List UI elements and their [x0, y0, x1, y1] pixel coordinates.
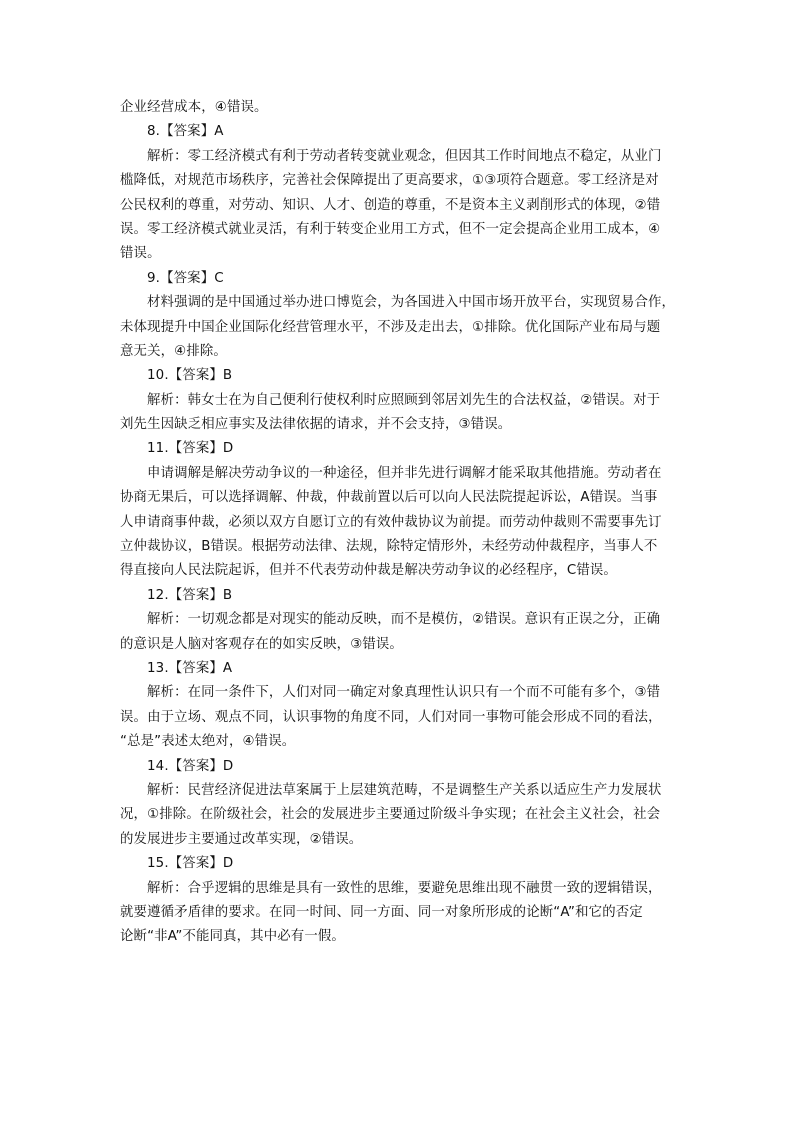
text-line: 解析：韩女士在为自己便利行使权利时应照顾到邻居刘先生的合法权益，②错误。对于: [147, 392, 661, 408]
text-line: 解析：民营经济促进法草案属于上层建筑范畴，不是调整生产关系以适应生产力发展状: [147, 782, 662, 798]
text-line: 企业经营成本，④错误。: [120, 100, 268, 115]
text-line: 8.【答案】A: [147, 124, 224, 140]
text-line: 论断“非A”不能同真，其中必有一假。: [120, 929, 345, 945]
text-line: “总是”表述太绝对，④错误。: [120, 734, 296, 750]
text-line: 的发展进步主要通过改革实现，②错误。: [120, 831, 363, 847]
text-line: 12.【答案】B: [147, 587, 233, 603]
text-line: 协商无果后，可以选择调解、仲裁，仲裁前置以后可以向人民法院提起诉讼，A错误。当事: [120, 490, 658, 506]
text-line: 10.【答案】B: [147, 368, 233, 384]
text-line: 错误。: [120, 246, 161, 262]
text-line: 申请调解是解决劳动争议的一种途径，但并非先进行调解才能采取其他措施。劳动者在: [147, 465, 662, 481]
text-line: 9.【答案】C: [147, 270, 224, 286]
text-line: 立仲裁协议，B错误。根据劳动法律、法规，除特定情形外，未经劳动仲裁程序，当事人不: [120, 539, 658, 555]
text-line: 未体现提升中国企业国际化经营管理水平，不涉及走出去，①排除。优化国际产业布局与题: [120, 319, 661, 335]
text-line: 就要遵循矛盾律的要求。在同一时间、同一方面、同一对象所形成的论断“A”和它的否定: [120, 904, 643, 920]
text-line: 得直接向人民法院起诉，但并不代表劳动仲裁是解决劳动争议的必经程序，C错误。: [120, 563, 617, 579]
text-line: 误。零工经济模式就业灵活，有利于转变企业用工方式，但不一定会提高企业用工成本，④: [120, 221, 661, 237]
text-line: 况，①排除。在阶级社会，社会的发展进步主要通过阶级斗争实现；在社会主义社会，社会: [120, 807, 661, 823]
text-line: 刘先生因缺乏相应事实及法律依据的请求，并不会支持，③错误。: [120, 417, 512, 433]
text-line: 14.【答案】D: [147, 758, 234, 774]
document-body: [120, 96, 675, 950]
text-line: 解析：零工经济模式有利于劳动者转变就业观念，但因其工作时间地点不稳定，从业门: [147, 148, 662, 164]
text-line: 误。由于立场、观点不同，认识事物的角度不同，人们对同一事物可能会形成不同的看法，: [120, 709, 662, 725]
text-line: 13.【答案】A: [147, 660, 233, 676]
text-line: 的意识是人脑对客观存在的如实反映，③错误。: [120, 636, 403, 652]
text-line: 材料强调的是中国通过举办进口博览会，为各国进入中国市场开放平台，实现贸易合作，: [147, 295, 676, 311]
text-line: 解析：合乎逻辑的思维是具有一致性的思维，要避免思维出现不融贯一致的逻辑错误，: [147, 880, 662, 896]
text-line: 解析：一切观念都是对现实的能动反映，而不是模仿，②错误。意识有正误之分，正确: [147, 612, 661, 628]
text-line: 人申请商事仲裁，必须以双方自愿订立的有效仲裁协议为前提。而劳动仲裁则不需要事先订: [120, 514, 662, 530]
text-line: 11.【答案】D: [147, 441, 234, 457]
text-line: 公民权利的尊重，对劳动、知识、人才、创造的尊重，不是资本主义剥削形式的体现，②错: [120, 197, 661, 213]
text-line: 槛降低，对规范市场秩序，完善社会保障提出了更高要求，①③项符合题意。零工经济是对: [120, 173, 659, 189]
text-line: 意无关，④排除。: [120, 343, 227, 359]
text-line: 15.【答案】D: [147, 856, 234, 872]
text-line: 解析：在同一条件下，人们对同一确定对象真理性认识只有一个而不可能有多个，③错: [147, 685, 661, 701]
